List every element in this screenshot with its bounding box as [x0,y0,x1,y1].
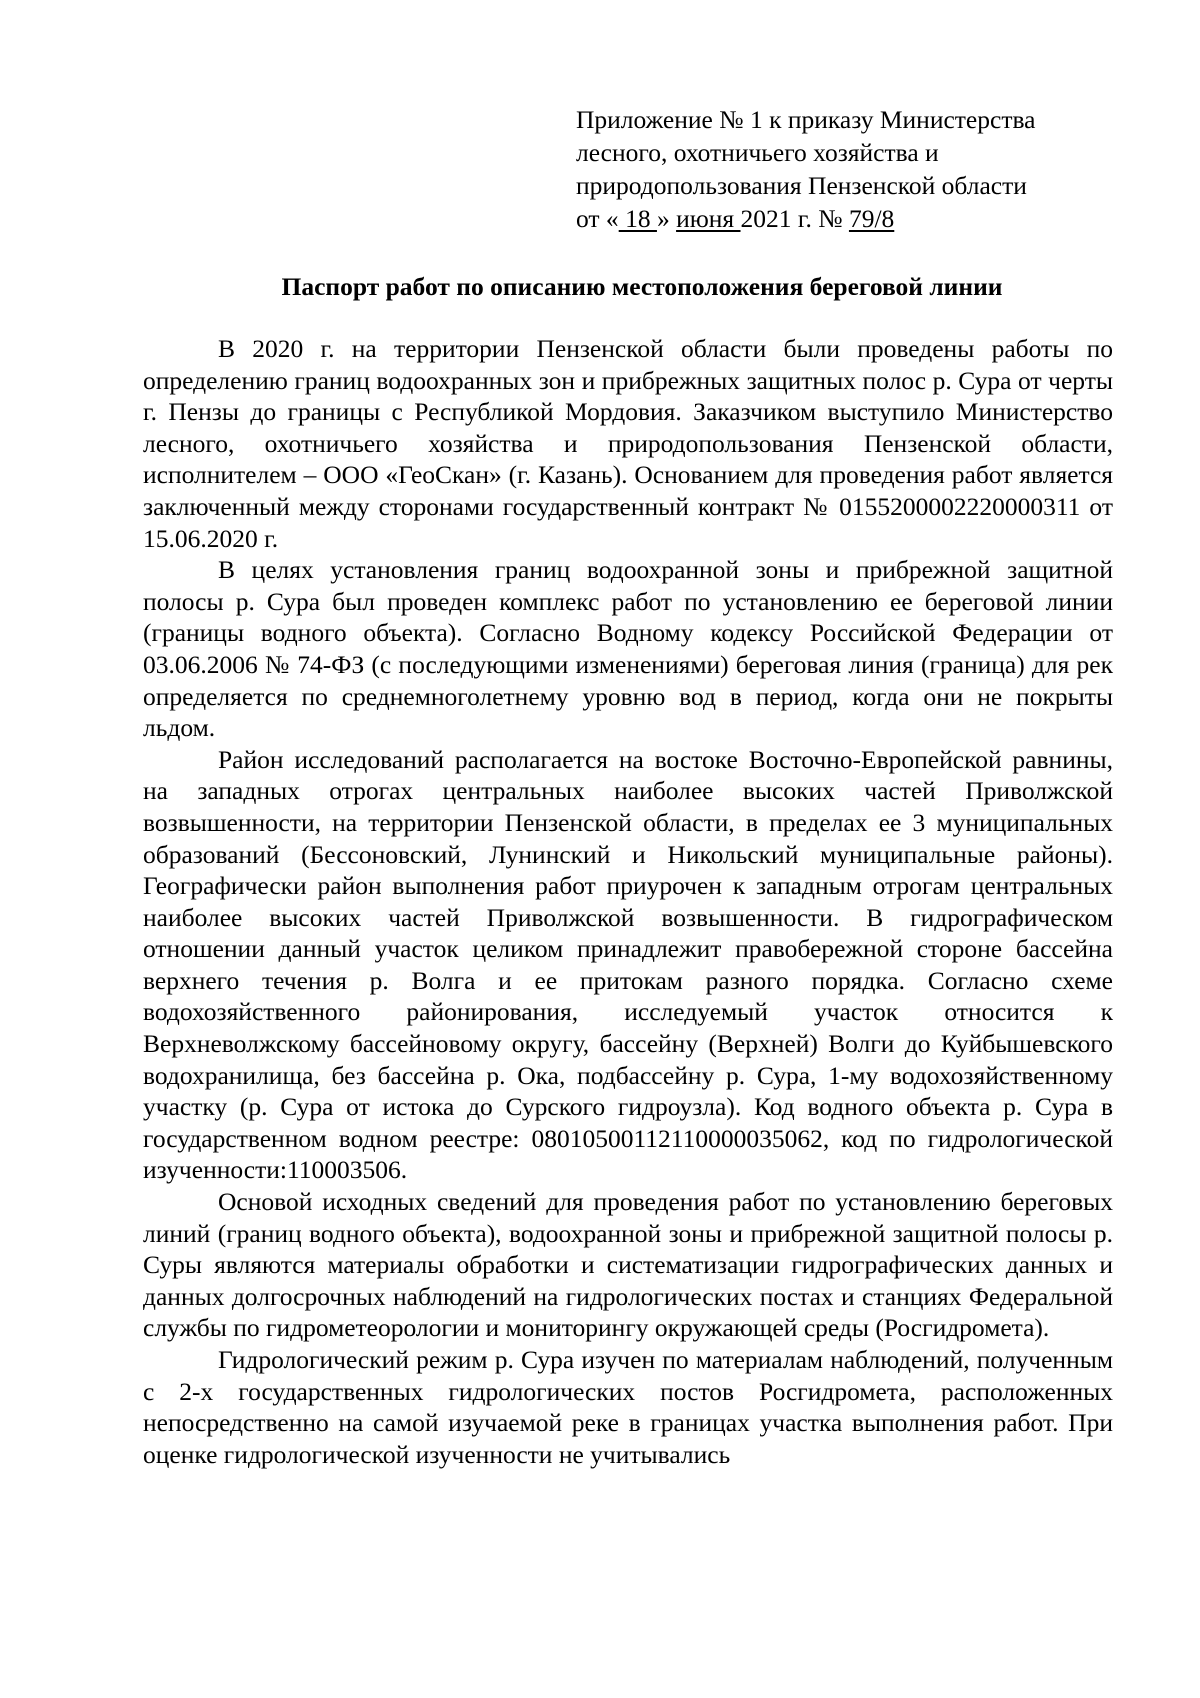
date-day: 18 [618,204,657,233]
date-month: июня [676,204,741,233]
date-year: 2021 г. № [740,204,849,233]
document-title: Паспорт работ по описанию местоположения береговой линии [281,272,1003,301]
paragraph-hydrology: Гидрологический режим р. Сура изучен по материалам наблюдений, полученным с 2-х государственных гидрологических постов Росгидромета, расположенных непосредственно на самой изучаемой реке в границах участка выполнения работ. При оценке гидрологической изученности не учитывались [143,1345,1113,1469]
paragraph-source-data: Основой исходных сведений для проведения работ по установлению береговых линий (границ водного объекта), водоохранной зоны и прибрежной защитной полосы р. Суры являются материалы обработки и систематизации гидрографических данных и данных долгосрочных наблюдений на гидрологических постах и станциях Федеральной службы по гидрометеорологии и мониторингу окружающей среды (Росгидромета). [143,1187,1113,1343]
date-prefix: от « [576,204,619,233]
appendix-line-3: природопользования Пензенской области [576,171,1027,200]
appendix-date-line [576,202,1096,235]
appendix-header [576,103,1096,235]
appendix-line-2: лесного, охотничьего хозяйства и [576,138,939,167]
document-body [143,333,1113,1470]
paragraph-contract: В 2020 г. на территории Пензенской области были проведены работы по определению границ водоохранных зон и прибрежных защитных полос р. Сура от черты г. Пензы до границы с Республикой Мордовия. Заказчиком выступило Министерство лесного, охотничьего хозяйства и природопользования Пензенской области, исполнителем – ООО «ГеоСкан» (г. Казань). Основанием для проведения работ является заключенный между сторонами государственный контракт № 0155200002220000311 от 15.06.2020 г. [143,334,1113,553]
order-number: 79/8 [848,204,895,233]
date-mid: » [656,204,677,233]
paragraph-shoreline: В целях установления границ водоохранной зоны и прибрежной защитной полосы р. Сура был проведен комплекс работ по установлению ее береговой линии (границы водного объекта). Согласно Водному кодексу Российской Федерации от 03.06.2006 № 74-ФЗ (с последующими изменениями) береговая линия (граница) для рек определяется по среднемноголетнему уровню вод в период, когда они не покрыты льдом. [143,555,1113,743]
appendix-line-1: Приложение № 1 к приказу Министерства [576,105,1036,134]
paragraph-study-area: Район исследований располагается на востоке Восточно-Европейской равнины, на западных отрогах центральных наиболее высоких частей Приволжской возвышенности, на территории Пензенской области, в пределах ее 3 муниципальных образований (Бессоновский, Лунинский и Никольский муниципальные районы). Географически район выполнения работ приурочен к западным отрогам центральных наиболее высоких частей Приволжской возвышенности. В гидрографическом отношении данный участок целиком принадлежит правобережной стороне бассейна верхнего течения р. Волга и ее притокам разного порядка. Согласно схеме водохозяйственного районирования, исследуемый участок относится к Верхневолжскому бассейновому округу, бассейну (Верхней) Волги до Куйбышевского водохранилища, без бассейна р. Ока, подбассейну р. Сура, 1-му водохозяйственному участку (р. Сура от истока до Сурского гидроузла). Код водного объекта р. Сура в государственном водном реестре: 08010500112110000035062, код по гидрологической изученности:110003506. [143,744,1113,1185]
